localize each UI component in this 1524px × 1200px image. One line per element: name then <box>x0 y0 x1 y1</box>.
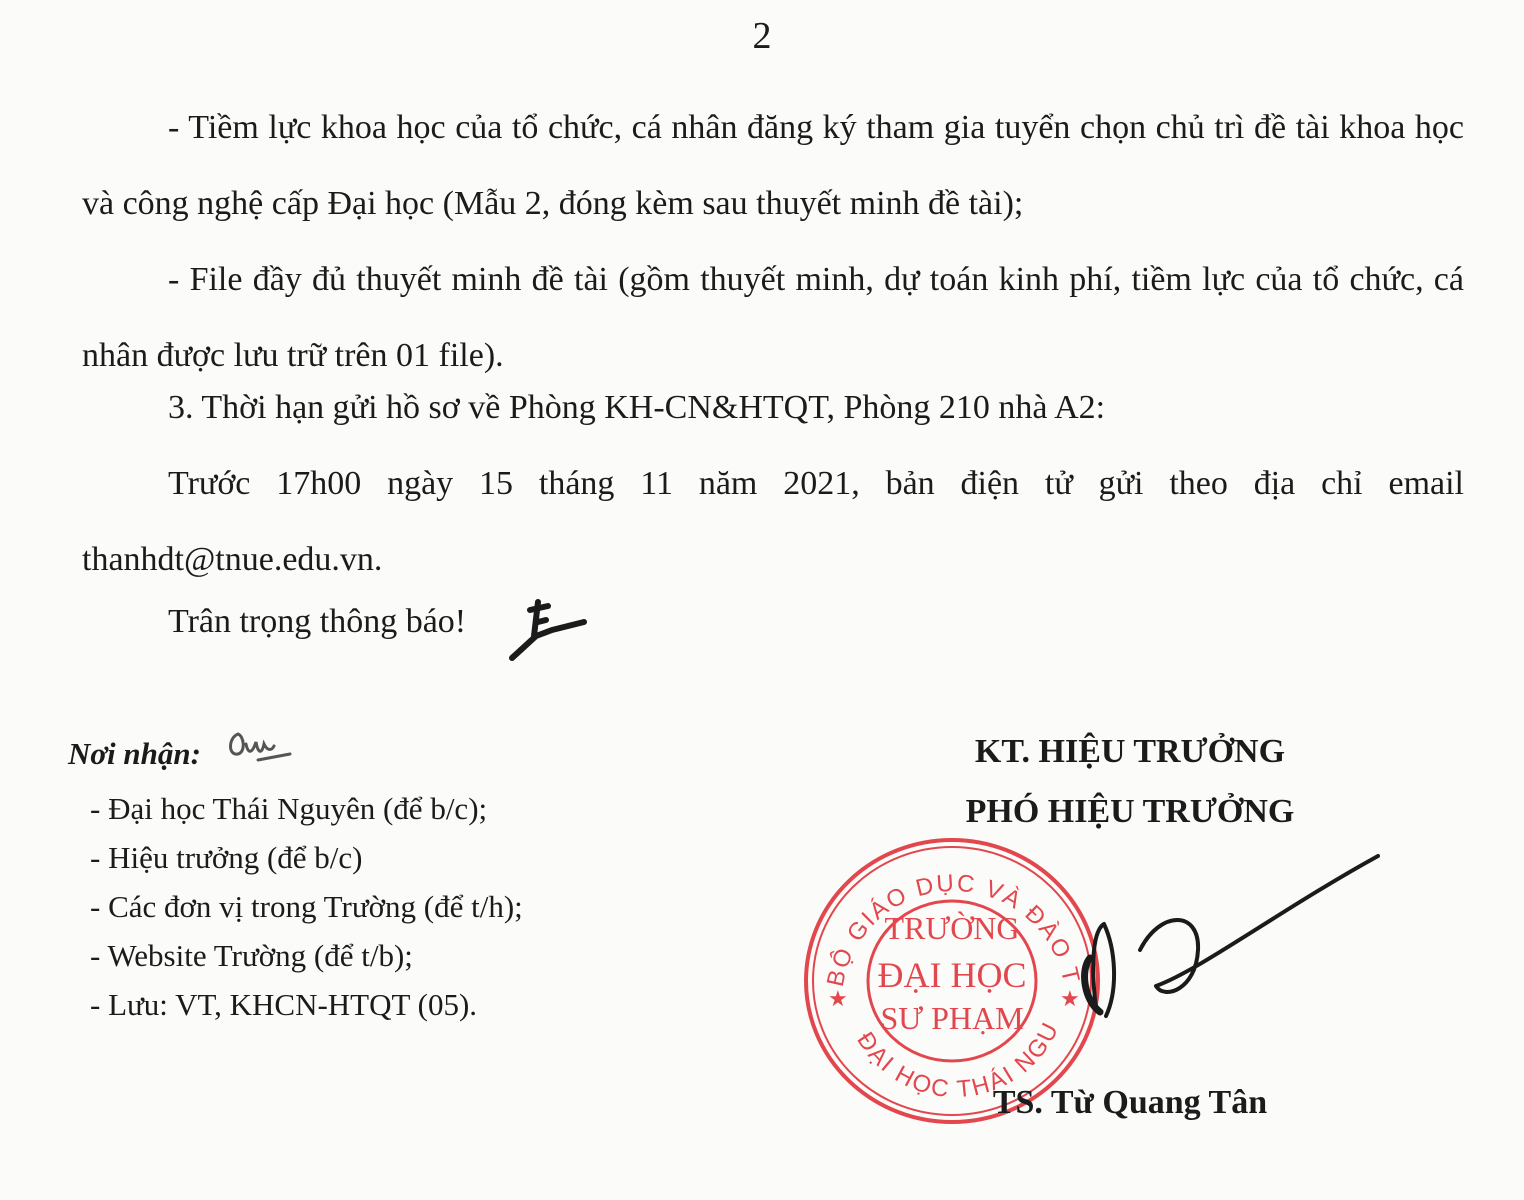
official-red-seal <box>802 834 1102 1124</box>
seal-outer-bottom-text: ĐẠI HỌC THÁI NGU <box>851 1017 1065 1104</box>
seal-center-line-2: ĐẠI HỌC <box>877 955 1027 995</box>
recipient-item: - Đại học Thái Nguyên (để b/c); <box>90 791 488 826</box>
seal-outer-top-text: BỘ GIÁO DỤC VÀ ĐÀO T <box>821 869 1086 989</box>
paragraph-deadline-heading: 3. Thời hạn gửi hồ sơ về Phòng KH-CN&HTQT, Phòng 210 nhà A2: <box>168 389 1106 426</box>
signature-title-acting: KT. HIỆU TRƯỞNG <box>974 733 1286 770</box>
seal-center-line-1: TRƯỜNG <box>884 910 1020 946</box>
seal-star-right-icon: ★ <box>1060 987 1080 1012</box>
handwritten-initial-mark <box>508 596 588 662</box>
handwritten-signature <box>1060 840 1390 1070</box>
signature-title-vice-rector: PHÓ HIỆU TRƯỞNG <box>965 793 1295 830</box>
recipient-item: - Các đơn vị trong Trường (để t/h); <box>90 889 523 924</box>
paragraph-deadline-detail: Trước 17h00 ngày 15 tháng 11 năm 2021, bản điện tử gửi theo địa chỉ email thanhdt@tnue.edu.vn. <box>82 465 1464 578</box>
page-number: 2 <box>752 15 772 57</box>
recipient-item: - Lưu: VT, KHCN-HTQT (05). <box>90 987 478 1022</box>
recipients-list <box>68 784 708 1029</box>
handwritten-initial-small <box>224 724 294 772</box>
recipients-title: Nơi nhận: <box>68 736 201 771</box>
signature-block <box>890 722 1370 842</box>
recipients-section <box>68 724 708 1029</box>
recipient-item: - Hiệu trưởng (để b/c) <box>90 840 363 875</box>
seal-center-line-3: SƯ PHẠM <box>880 1000 1024 1036</box>
paragraph-full-file: - File đầy đủ thuyết minh đề tài (gồm thuyết minh, dự toán kinh phí, tiềm lực của tổ chức, cá nhân được lưu trữ trên 01 file). <box>82 261 1464 374</box>
closing-greeting: Trân trọng thông báo! <box>168 603 467 640</box>
seal-star-left-icon: ★ <box>828 987 848 1012</box>
signer-name: TS. Từ Quang Tân <box>992 1084 1268 1121</box>
paragraph-scientific-capacity: - Tiềm lực khoa học của tổ chức, cá nhân đăng ký tham gia tuyển chọn chủ trì đề tài khoa học và công nghệ cấp Đại học (Mẫu 2, đóng kèm sau thuyết minh đề tài); <box>82 109 1464 222</box>
recipient-item: - Website Trường (để t/b); <box>90 938 413 973</box>
